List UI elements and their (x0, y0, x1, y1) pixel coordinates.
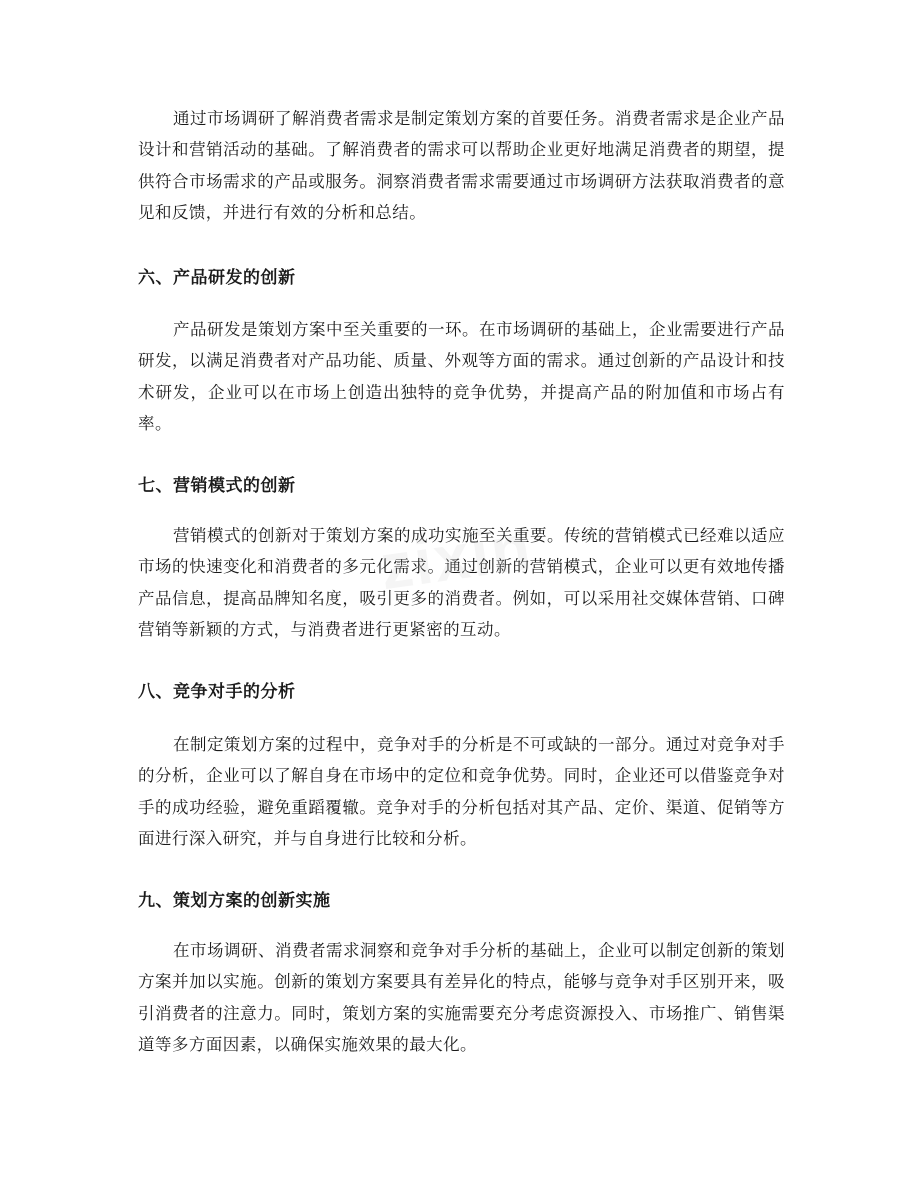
watermark: zixin (375, 510, 537, 604)
section-heading-7: 七、营销模式的创新 (138, 476, 296, 496)
section-body-8: 在制定策划方案的过程中，竞争对手的分析是不可或缺的一部分。通过对竞争对手的分析，企业可以了解自身在市场中的定位和竞争优势。同时，企业还可以借鉴竞争对手的成功经验，避免重蹈覆辙。竞争对手的分析包括对其产品、定价、渠道、促销等方面进行深入研究，并与自身进行比较和分析。 (138, 735, 785, 848)
section-body-7: 营销模式的创新对于策划方案的成功实施至关重要。传统的营销模式已经难以适应市场的快速变化和消费者的多元化需求。通过创新的营销模式，企业可以更有效地传播产品信息，提高品牌知名度，吸引更多的消费者。例如，可以采用社交媒体营销、口碑营销等新颖的方式，与消费者进行更紧密的互动。 (138, 526, 785, 639)
section-body-6: 产品研发是策划方案中至关重要的一环。在市场调研的基础上，企业需要进行产品研发，以满足消费者对产品功能、质量、外观等方面的需求。通过创新的产品设计和技术研发，企业可以在市场上创造出独特的竞争优势，并提高产品的附加值和市场占有率。 (138, 320, 785, 433)
intro-paragraph: 通过市场调研了解消费者需求是制定策划方案的首要任务。消费者需求是企业产品设计和营销活动的基础。了解消费者的需求可以帮助企业更好地满足消费者的期望，提供符合市场需求的产品或服务。洞察消费者需求需要通过市场调研方法获取消费者的意见和反馈，并进行有效的分析和总结。 (138, 109, 785, 222)
section-body-9: 在市场调研、消费者需求洞察和竞争对手分析的基础上，企业可以制定创新的策划方案并加以实施。创新的策划方案要具有差异化的特点，能够与竞争对手区别开来，吸引消费者的注意力。同时，策划方案的实施需要充分考虑资源投入、市场推广、销售渠道等多方面因素，以确保实施效果的最大化。 (138, 941, 785, 1054)
section-heading-6: 六、产品研发的创新 (138, 268, 296, 288)
section-heading-9: 九、策划方案的创新实施 (138, 891, 331, 911)
section-heading-8: 八、竞争对手的分析 (138, 682, 296, 702)
